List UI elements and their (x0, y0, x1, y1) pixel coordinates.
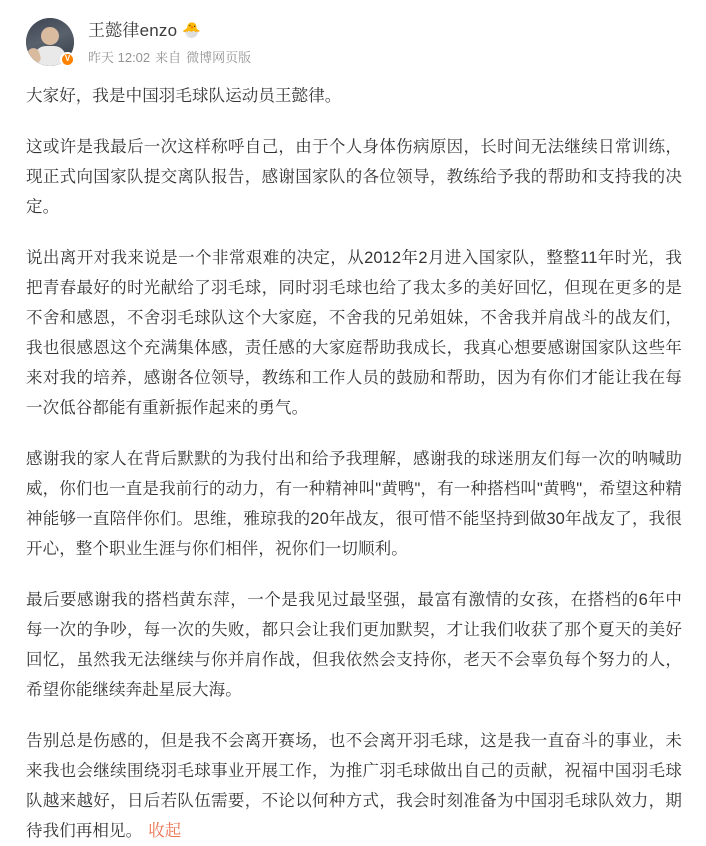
post-content (24, 81, 682, 846)
post-source-link[interactable]: 微博网页版 (186, 50, 252, 65)
avatar[interactable] (26, 18, 74, 66)
post-paragraph: 感谢我的家人在背后默默的为我付出和给予我理解，感谢我的球迷朋友们每一次的呐喊助威，你们也一直是我前行的动力，有一种精神叫"黄鸭"，有一种搭档叫"黄鸭"，希望这种精神能够一直陪伴你们。思维，雅琼我的20年战友，很可惜不能坚持到做30年战友了，我很开心，整个职业生涯与你们相伴，祝你们一切顺利。 (26, 450, 682, 558)
post-paragraph: 最后要感谢我的搭档黄东萍，一个是我见过最坚强，最富有激情的女孩，在搭档的6年中每一次的争吵，每一次的失败，都只会让我们更加默契，才让我们收获了那个夏天的美好回忆，虽然我无法继续与你并肩作战，但我依然会支持你，老天不会辜负每个努力的人，希望你能继续奔赴星辰大海。 (26, 591, 682, 699)
username-row (88, 20, 251, 42)
verified-badge-icon (60, 52, 75, 67)
post-meta (88, 49, 251, 67)
post-paragraph-last (26, 726, 682, 846)
chick-emoji-icon: 🐣 (182, 22, 201, 39)
post-paragraph-last-text: 告别总是伤感的，但是我不会离开赛场，也不会离开羽毛球，这是我一直奋斗的事业，未来我也会继续围绕羽毛球事业开展工作，为推广羽毛球做出自己的贡献，祝福中国羽毛球队越来越好，日后若队伍需要，不论以何种方式，我会时刻准备为中国羽毛球队效力，期待我们再相见。 (26, 732, 682, 840)
collapse-link[interactable]: 收起 (148, 822, 182, 840)
post-paragraph: 说出离开对我来说是一个非常艰难的决定，从2012年2月进入国家队，整整11年时光，我把青春最好的时光献给了羽毛球，同时羽毛球也给了我太多的美好回忆，但现在更多的是不舍和感恩，不舍羽毛球队这个大家庭，不舍我的兄弟姐妹，不舍我并肩战斗的战友们，我也很感恩这个充满集体感，责任感的大家庭帮助我成长，我真心想要感谢国家队这些年来对我的培养，感谢各位领导，教练和工作人员的鼓励和帮助，因为有你们才能让我在每一次低谷都能有重新振作起来的勇气。 (26, 249, 682, 417)
post-source-prefix: 来自 (155, 50, 182, 65)
post-timestamp: 昨天 12:02 (88, 50, 151, 65)
post-paragraph: 大家好，我是中国羽毛球队运动员王懿律。 (26, 87, 342, 105)
avatar-face (41, 27, 59, 45)
post-paragraph: 这或许是我最后一次这样称呼自己，由于个人身体伤病原因，长时间无法继续日常训练，现正式向国家队提交离队报告，感谢国家队的各位领导，教练给予我的帮助和支持我的决定。 (26, 138, 682, 216)
author-name[interactable]: 王懿律enzo (88, 21, 178, 40)
header-text (88, 18, 251, 67)
post-header (24, 18, 682, 67)
